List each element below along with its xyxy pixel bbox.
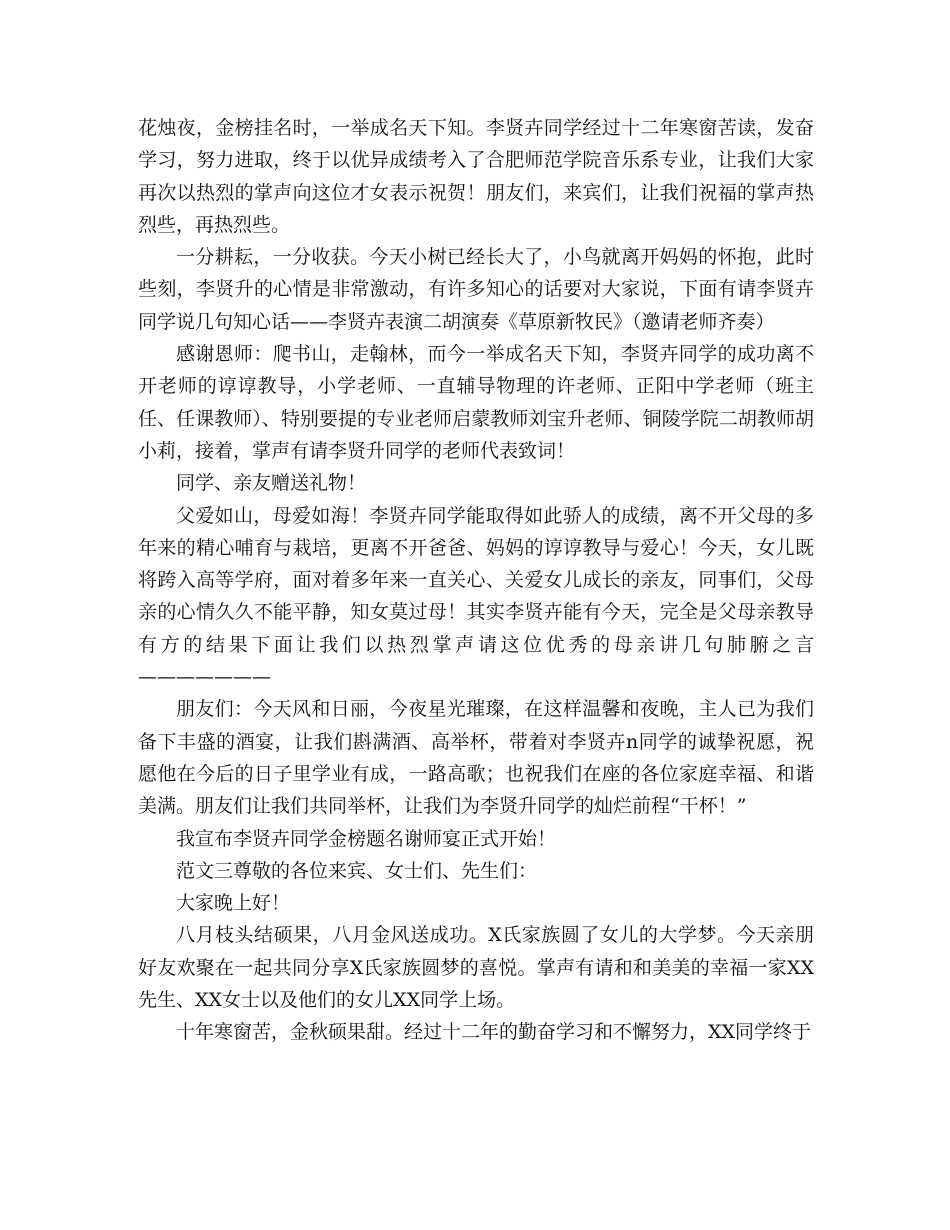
paragraph-6: 朋友们：今天风和日丽，今夜星光璀璨，在这样温馨和夜晚，主人已为我们备下丰盛的酒宴，让我们斟满酒、高举杯，带着对李贤卉n同学的诚挚祝愿，祝愿他在今后的日子里学业有成，一路高歌；也祝我们在座的各位家庭幸福、和谐美满。朋友们让我们共同举杯，让我们为李贤升同学的灿烂前程“干杯！” bbox=[138, 698, 814, 818]
paragraph-1: 花烛夜，金榜挂名时，一举成名天下知。李贤卉同学经过十二年寒窗苦读，发奋学习，努力进取，终于以优异成绩考入了合肥师范学院音乐系专业，让我们大家再次以热烈的掌声向这位才女表示祝贺！朋友们，来宾们，让我们祝福的掌声热烈些，再热烈些。 bbox=[138, 117, 814, 236]
paragraph-2: 一分耕耘，一分收获。今天小树已经长大了，小鸟就离开妈妈的怀抱，此时些刻，李贤升的心情是非常激动，有许多知心的话要对大家说，下面有请李贤卉同学说几句知心话——李贤卉表演二胡演奏《草原新牧民》（邀请老师齐奏） bbox=[138, 246, 814, 333]
paragraph-3: 感谢恩师：爬书山，走翰林，而今一举成名天下知，李贤卉同学的成功离不开老师的谆谆教导，小学老师、一直辅导物理的许老师、正阳中学老师（班主任、任课教师）、特别要提的专业老师启蒙教师刘宝升老师、铜陵学院二胡教师胡小莉，接着，掌声有请李贤升同学的老师代表致词！ bbox=[138, 343, 814, 462]
document-body bbox=[138, 112, 814, 1049]
paragraph-4: 同学、亲友赠送礼物！ bbox=[176, 472, 367, 495]
paragraph-7: 我宣布李贤卉同学金榜题名谢师宴正式开始！ bbox=[176, 827, 557, 850]
paragraph-9: 大家晚上好！ bbox=[176, 892, 291, 915]
paragraph-11: 十年寒窗苦，金秋硕果甜。经过十二年的勤奋学习和不懈努力，XX同学终于 bbox=[176, 1021, 812, 1044]
paragraph-5: 父爱如山，母爱如海！李贤卉同学能取得如此骄人的成绩，离不开父母的多年来的精心哺育与栽培，更离不开爸爸、妈妈的谆谆教导与爱心！今天，女儿既将跨入高等学府，面对着多年来一直关心、关爱女儿成长的亲友，同事们，父母亲的心情久久不能平静，知女莫过母！其实李贤卉能有今天，完全是父母亲教导有方的结果下面让我们以热烈掌声请这位优秀的母亲讲几句肺腑之言——————— bbox=[138, 504, 814, 689]
paragraph-8: 范文三尊敬的各位来宾、女士们、先生们： bbox=[176, 859, 538, 882]
paragraph-10: 八月枝头结硕果，八月金风送成功。X氏家族圆了女儿的大学梦。今天亲朋好友欢聚在一起共同分享X氏家族圆梦的喜悦。掌声有请和和美美的幸福一家XX先生、XX女士以及他们的女儿XX同学上场。 bbox=[138, 924, 814, 1012]
